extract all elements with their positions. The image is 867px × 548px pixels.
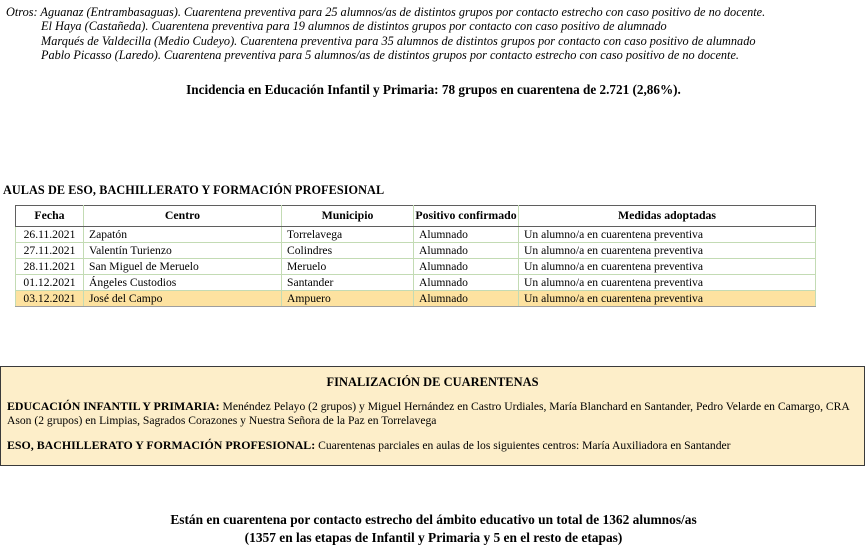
- cell-medidas: Un alumno/a en cuarentena preventiva: [519, 259, 816, 275]
- table-body: [16, 227, 816, 307]
- otros-line: Marqués de Valdecilla (Medio Cudeyo). Cuarentena preventiva para 35 alumnos de distintos grupos por contacto con caso positivo de alumnado: [41, 33, 756, 48]
- cell-positivo: Alumnado: [414, 259, 519, 275]
- section-heading-eso: AULAS DE ESO, BACHILLERATO Y FORMACIÓN PROFESIONAL: [3, 183, 385, 197]
- cell-fecha: 28.11.2021: [16, 259, 84, 275]
- cell-medidas: Un alumno/a en cuarentena preventiva: [519, 243, 816, 259]
- table-row-highlighted: [16, 291, 816, 307]
- cell-fecha: 26.11.2021: [16, 227, 84, 243]
- finalizacion-infantil-text: Menéndez Pelayo (2 grupos) y Miguel Hernández en Castro Urdiales, María Blanchard en Santander, Pedro Velarde en Camargo, CRA Ason (2 grupos) en Limpias, Sagrados Corazones y Nuestra Señora de la Paz en Torrelavega: [7, 400, 850, 428]
- summary-line-breakdown: (1357 en las etapas de Infantil y Primaria y 5 en el resto de etapas): [244, 530, 623, 545]
- cell-fecha: 27.11.2021: [16, 243, 84, 259]
- cell-centro: San Miguel de Meruelo: [84, 259, 282, 275]
- finalizacion-title: FINALIZACIÓN DE CUARENTENAS: [326, 375, 539, 389]
- cell-municipio: Ampuero: [282, 291, 414, 307]
- cell-positivo: Alumnado: [414, 275, 519, 291]
- table-row: [16, 275, 816, 291]
- finalizacion-infantil-paragraph: [7, 399, 858, 429]
- finalizacion-eso-text: Cuarentenas parciales en aulas de los siguientes centros: María Auxiliadora en Santander: [318, 438, 731, 452]
- cell-centro: Valentín Turienzo: [84, 243, 282, 259]
- otros-paragraph-block: [6, 5, 864, 62]
- cell-municipio: Torrelavega: [282, 227, 414, 243]
- cell-medidas: Un alumno/a en cuarentena preventiva: [519, 291, 816, 307]
- column-header-municipio: Municipio: [282, 206, 414, 227]
- table-row: [16, 227, 816, 243]
- cell-positivo: Alumnado: [414, 227, 519, 243]
- cell-medidas: Un alumno/a en cuarentena preventiva: [519, 275, 816, 291]
- table-row: [16, 243, 816, 259]
- cell-centro: José del Campo: [84, 291, 282, 307]
- otros-line: Otros: Aguanaz (Entrambasaguas). Cuarentena preventiva para 25 alumnos/as de distintos grupos por contacto estrecho con caso positivo de no docente.: [6, 5, 766, 19]
- summary-block: [0, 511, 867, 547]
- cell-positivo: Alumnado: [414, 243, 519, 259]
- column-header-medidas-adoptadas: Medidas adoptadas: [519, 206, 816, 227]
- incidencia-statement: Incidencia en Educación Infantil y Primaria: 78 grupos en cuarentena de 2.721 (2,86%).: [186, 82, 681, 97]
- finalizacion-eso-label: ESO, BACHILLERATO Y FORMACIÓN PROFESIONAL:: [7, 437, 316, 452]
- cell-fecha: 01.12.2021: [16, 275, 84, 291]
- eso-table-container: [15, 205, 815, 307]
- cell-fecha: 03.12.2021: [16, 291, 84, 307]
- table-row: [16, 259, 816, 275]
- finalizacion-infantil-label: EDUCACIÓN INFANTIL Y PRIMARIA:: [7, 399, 220, 413]
- otros-line: Pablo Picasso (Laredo). Cuarentena preventiva para 5 alumnos/as de distintos grupos por contacto estrecho con caso positivo de no docente.: [41, 47, 739, 62]
- column-header-positivo-confirmado: Positivo confirmado: [414, 206, 519, 227]
- column-header-fecha: Fecha: [16, 206, 84, 227]
- cell-positivo: Alumnado: [414, 291, 519, 307]
- finalizacion-eso-paragraph: [7, 438, 858, 453]
- cell-medidas: Un alumno/a en cuarentena preventiva: [519, 227, 816, 243]
- cell-centro: Ángeles Custodios: [84, 275, 282, 291]
- eso-table: [15, 205, 816, 307]
- cell-municipio: Santander: [282, 275, 414, 291]
- column-header-centro: Centro: [84, 206, 282, 227]
- cell-municipio: Colindres: [282, 243, 414, 259]
- finalizacion-cuarentenas-panel: [0, 366, 865, 466]
- cell-municipio: Meruelo: [282, 259, 414, 275]
- otros-line: El Haya (Castañeda). Cuarentena preventiva para 19 alumnos de distintos grupos por contacto con caso positivo de alumnado: [41, 19, 667, 34]
- table-header-row: [16, 206, 816, 227]
- cell-centro: Zapatón: [84, 227, 282, 243]
- summary-line-total: Están en cuarentena por contacto estrecho del ámbito educativo un total de 1362 alumnos/as: [170, 512, 697, 527]
